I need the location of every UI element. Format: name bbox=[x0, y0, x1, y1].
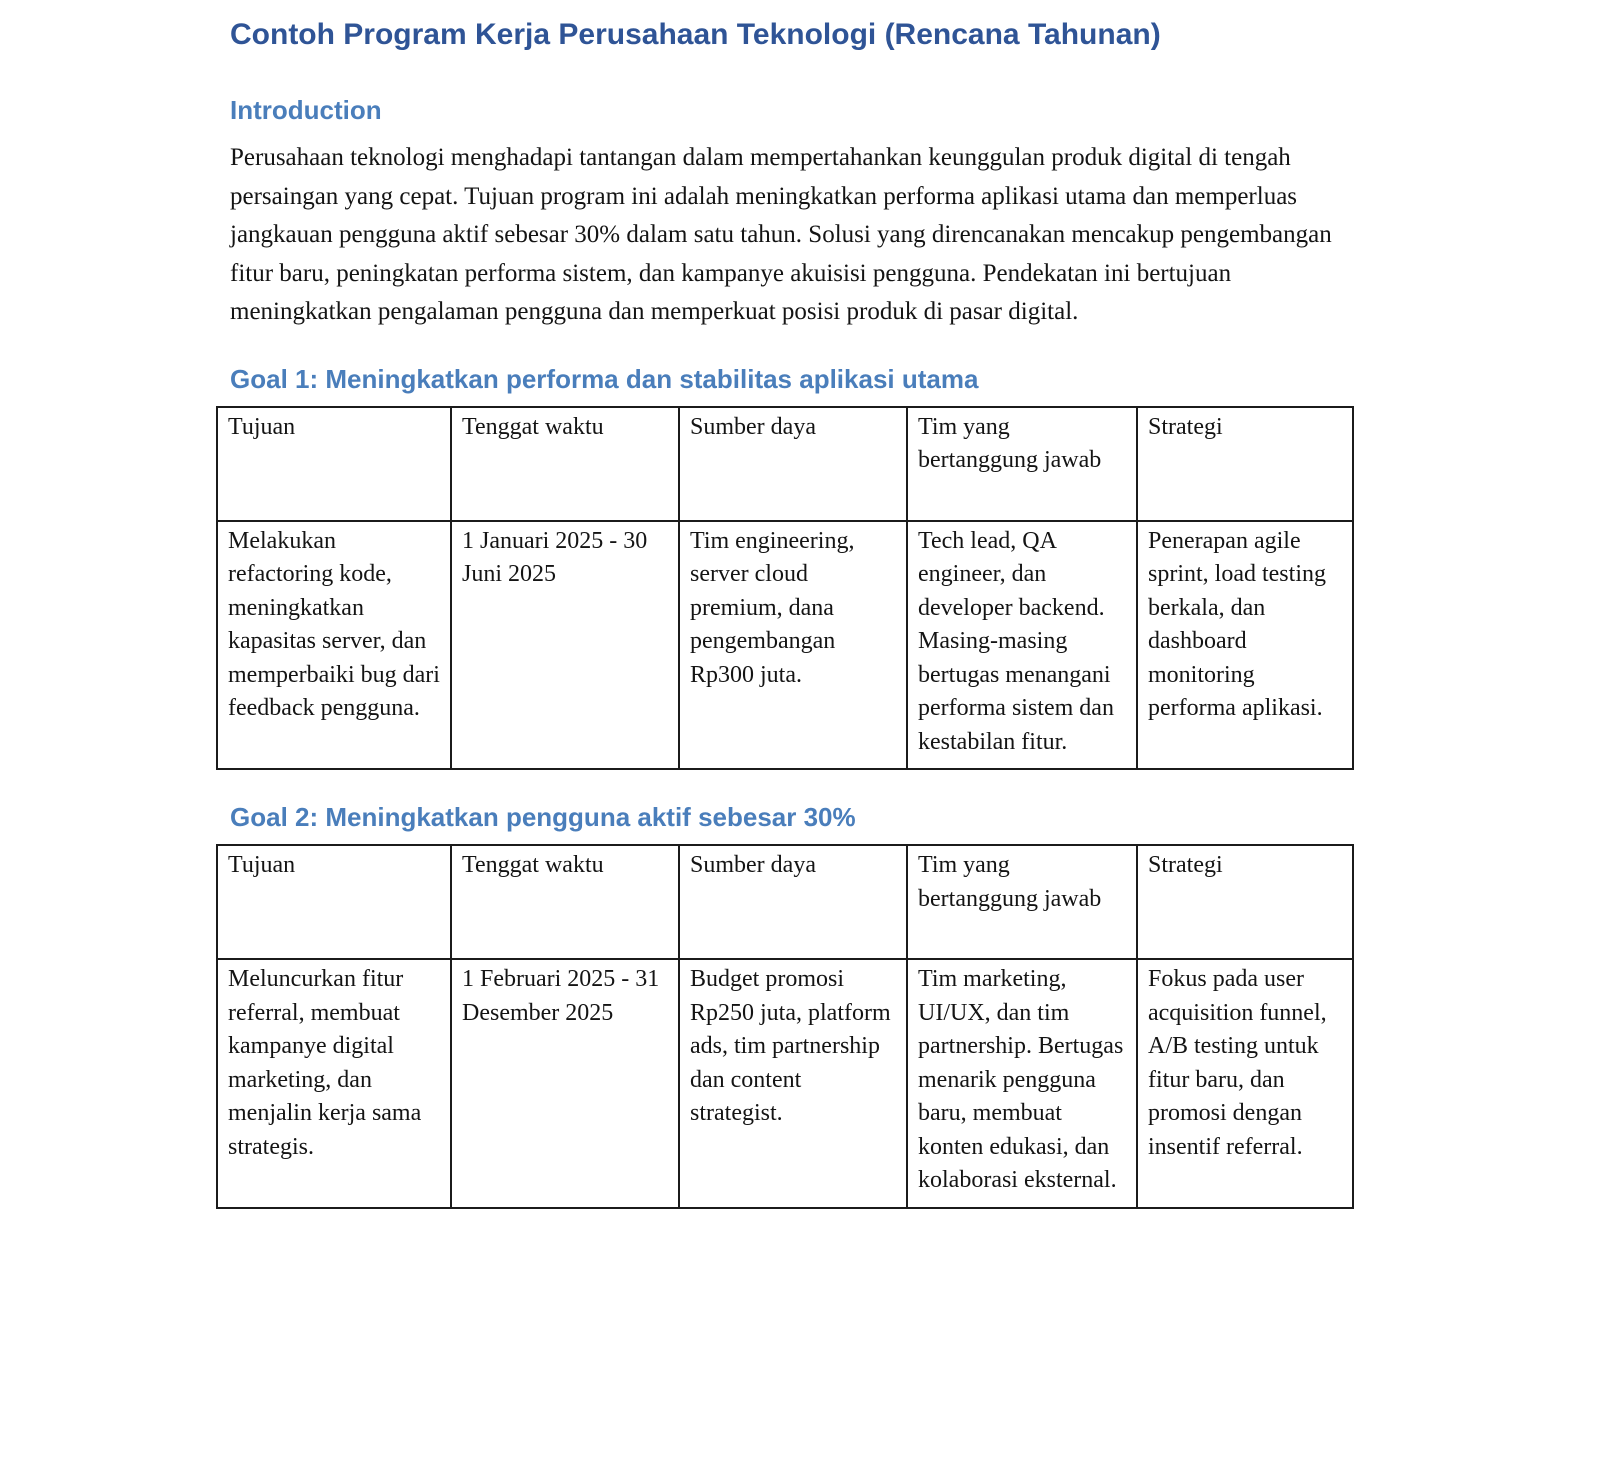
g1-cell-tujuan: Melakukan refactoring kode, meningkatkan kapasitas server, dan memperbaiki bug dari feedback pengguna. bbox=[217, 521, 451, 770]
g2-cell-tujuan: Meluncurkan fitur referral, membuat kampanye digital marketing, dan menjalin kerja sama strategis. bbox=[217, 959, 451, 1208]
g1-header-tim: Tim yang bertanggung jawab bbox=[907, 407, 1137, 521]
g2-cell-tim: Tim marketing, UI/UX, dan tim partnership. Bertugas menarik pengguna baru, membuat konten edukasi, dan kolaborasi eksternal. bbox=[907, 959, 1137, 1208]
goal-2-table bbox=[216, 844, 1354, 1209]
document-title: Contoh Program Kerja Perusahaan Teknologi (Rencana Tahunan) bbox=[230, 18, 1161, 51]
goal-1-data-row bbox=[217, 521, 1353, 770]
g1-cell-sumber-daya: Tim engineering, server cloud premium, dana pengembangan Rp300 juta. bbox=[679, 521, 907, 770]
g2-header-strategi: Strategi bbox=[1137, 845, 1353, 959]
g2-cell-sumber-daya: Budget promosi Rp250 juta, platform ads, tim partnership dan content strategist. bbox=[679, 959, 907, 1208]
g2-cell-strategi: Fokus pada user acquisition funnel, A/B testing untuk fitur baru, dan promosi dengan insentif referral. bbox=[1137, 959, 1353, 1208]
g1-header-tenggat-waktu: Tenggat waktu bbox=[451, 407, 679, 521]
goal-1-table bbox=[216, 406, 1354, 771]
g2-header-tujuan: Tujuan bbox=[217, 845, 451, 959]
g1-header-strategi: Strategi bbox=[1137, 407, 1353, 521]
introduction-paragraph: Perusahaan teknologi menghadapi tantangan dalam mempertahankan keunggulan produk digital di tengah persaingan yang cepat. Tujuan program ini adalah meningkatkan performa aplikasi utama dan memperluas jangkauan pengguna aktif sebesar 30% dalam satu tahun. Solusi yang direncanakan mencakup pengembangan fitur baru, peningkatan performa sistem, dan kampanye akuisisi pengguna. Pendekatan ini bertujuan meningkatkan pengalaman pengguna dan memperkuat posisi produk di pasar digital. bbox=[230, 144, 1332, 325]
goal-1-heading: Goal 1: Meningkatkan performa dan stabilitas aplikasi utama bbox=[230, 363, 979, 394]
g2-header-sumber-daya: Sumber daya bbox=[679, 845, 907, 959]
g2-header-tim: Tim yang bertanggung jawab bbox=[907, 845, 1137, 959]
introduction-heading: Introduction bbox=[230, 95, 382, 125]
g1-cell-tim: Tech lead, QA engineer, dan developer backend. Masing-masing bertugas menangani performa sistem dan kestabilan fitur. bbox=[907, 521, 1137, 770]
g1-header-sumber-daya: Sumber daya bbox=[679, 407, 907, 521]
goal-2-header-row bbox=[217, 845, 1353, 959]
goal-2-heading: Goal 2: Meningkatkan pengguna aktif sebesar 30% bbox=[230, 802, 856, 832]
goal-2-data-row bbox=[217, 959, 1353, 1208]
g1-cell-tenggat-waktu: 1 Januari 2025 - 30 Juni 2025 bbox=[451, 521, 679, 770]
goal-1-header-row bbox=[217, 407, 1353, 521]
g1-header-tujuan: Tujuan bbox=[217, 407, 451, 521]
g1-cell-strategi: Penerapan agile sprint, load testing berkala, dan dashboard monitoring performa aplikasi. bbox=[1137, 521, 1353, 770]
g2-header-tenggat-waktu: Tenggat waktu bbox=[451, 845, 679, 959]
g2-cell-tenggat-waktu: 1 Februari 2025 - 31 Desember 2025 bbox=[451, 959, 679, 1208]
